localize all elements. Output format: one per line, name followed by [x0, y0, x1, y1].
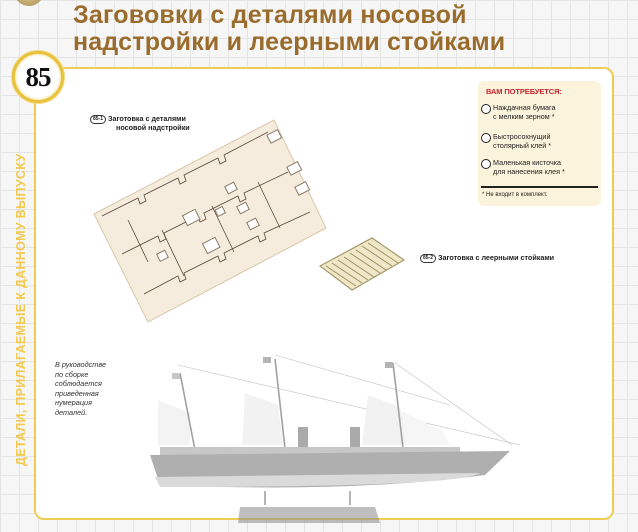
requirements-title: ВАМ ПОТРЕБУЕТСЯ: — [486, 87, 562, 96]
title-line-1: Загововки с деталями носовой — [73, 1, 467, 29]
requirement-text: с мелким зерном * — [493, 112, 555, 121]
issue-number: 85 — [25, 61, 51, 92]
note-line: приведенная — [55, 388, 99, 398]
divider — [481, 186, 598, 188]
note-line: В руководстве — [55, 360, 107, 369]
issue-number-badge — [12, 51, 64, 103]
requirement-text: Быстросохнущий — [493, 132, 551, 141]
numbering-note — [55, 360, 125, 417]
requirements-box — [478, 81, 601, 206]
requirement-text: Наждачная бумага — [493, 103, 556, 112]
note-line: соблюдается — [55, 379, 102, 388]
ship-model-image — [150, 345, 550, 525]
part-number-badge: 85-2 — [420, 254, 436, 263]
note-line: нумерация — [55, 398, 92, 407]
wood-sheet-image — [88, 112, 328, 342]
requirement-item — [481, 132, 551, 150]
requirement-text: Маленькая кисточка — [493, 158, 562, 167]
railing-sheet-image — [318, 236, 408, 292]
part-label-85-2 — [420, 253, 554, 263]
note-line: деталей. — [55, 407, 88, 417]
part-name-line-1: Заготовка с деталями — [108, 114, 186, 123]
requirement-text: столярный клей * — [493, 141, 552, 150]
part-number-badge: 85-1 — [90, 115, 106, 124]
part-label-85-1 — [90, 114, 190, 132]
side-label: ДЕТАЛИ, ПРИЛАГАЕМЫЕ К ДАННОМУ ВЫПУСКУ — [14, 153, 28, 466]
page-title — [73, 2, 505, 56]
circle-bullet-icon — [481, 104, 491, 114]
requirement-item — [481, 158, 565, 176]
requirement-item — [481, 103, 556, 121]
requirement-text: для нанесения клея * — [493, 167, 565, 176]
footnote: * Не входит в комплект. — [482, 192, 548, 198]
circle-bullet-icon — [481, 133, 491, 143]
title-line-2: надстройки и леерными стойками — [73, 28, 506, 56]
part-name-line-2: носовой надстройки — [116, 123, 190, 132]
part-name: Заготовка с леерными стойками — [438, 253, 555, 262]
circle-bullet-icon — [481, 159, 491, 169]
previous-issue-badge — [14, 0, 44, 6]
note-line: по сборке — [55, 369, 89, 379]
